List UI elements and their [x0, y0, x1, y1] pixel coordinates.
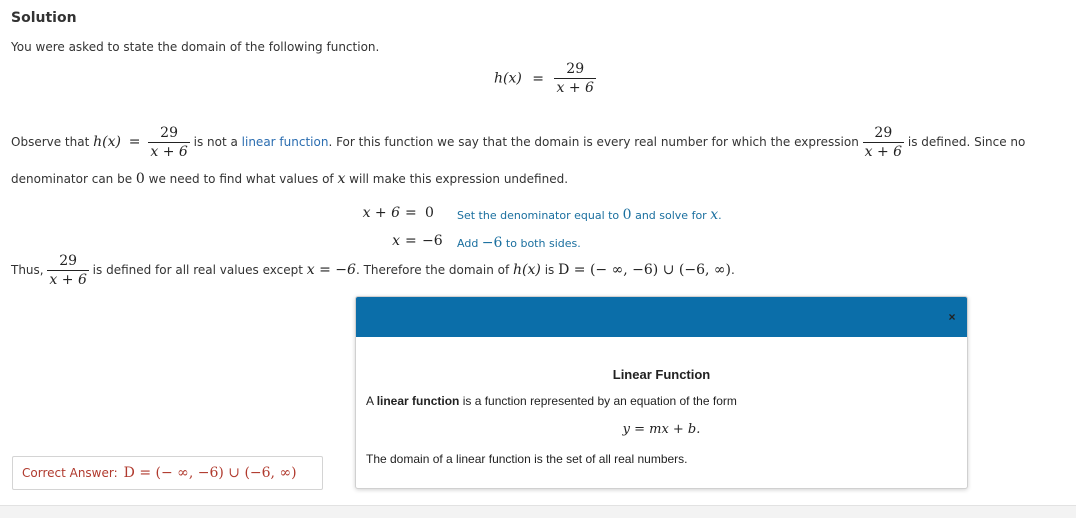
popup-formula: y = mx + b. [622, 422, 701, 437]
popup-definition [366, 394, 737, 408]
fraction-denominator: x + 6 [556, 80, 594, 96]
observe-middle-post: . For this function we say that the domain is every real number for which the expression [328, 135, 863, 149]
function-lhs: h(x) [494, 70, 522, 87]
step-hint-math: −6 [481, 235, 503, 251]
step-lhs: x [392, 233, 400, 249]
function-definition [494, 62, 596, 95]
conclusion-fraction [47, 254, 88, 287]
observe-fraction-2 [863, 126, 904, 159]
observe-paragraph-line2 [11, 171, 568, 187]
conclusion-text4: . [731, 263, 735, 277]
step-hint [457, 235, 581, 251]
observe-denominator: x + 6 [150, 144, 188, 160]
close-icon[interactable]: × [948, 310, 956, 324]
conclusion-math2: h(x) [513, 262, 541, 278]
step-hint-text-a: Set the denominator equal to [457, 209, 623, 222]
step-lhs: x + 6 [362, 205, 400, 221]
popup-note: The domain of a linear function is the set of all real numbers. [366, 452, 688, 466]
conclusion-domain: D = (− ∞, −6) ∪ (−6, ∞) [558, 262, 732, 278]
step-equals: = [405, 233, 417, 249]
observe-prefix: Observe that [11, 135, 94, 149]
observe-suffix: is defined. Since no [904, 135, 1026, 149]
step-hint-text-a: Add [457, 237, 482, 250]
solution-title: Solution [11, 10, 77, 26]
observe-fraction [148, 126, 189, 159]
step-hint-math: 0 [622, 207, 632, 223]
conclusion-line [11, 254, 735, 287]
step-row [0, 233, 1076, 253]
conclusion-text3: is [540, 263, 559, 277]
equals-sign: = [532, 70, 545, 87]
conclusion-numerator: 29 [59, 253, 78, 269]
step-hint-text-c: . [718, 209, 722, 222]
popup-def-post: is a function represented by an equation of the form [459, 394, 737, 408]
observe-equals: = [128, 134, 141, 150]
observe-lhs: h(x) [93, 134, 121, 150]
popup-def-pre: A [366, 394, 377, 408]
bottom-strip [0, 505, 1076, 518]
observe-numerator-2: 29 [874, 125, 893, 141]
linear-function-link[interactable]: linear function [241, 135, 329, 149]
step-hint [457, 207, 722, 223]
observe-middle-pre: is not a [189, 135, 242, 149]
conclusion-prefix: Thus, [11, 263, 48, 277]
step-hint-text-b: and solve for [631, 209, 711, 222]
observe-numerator: 29 [160, 125, 178, 141]
conclusion-math1: x = −6 [306, 262, 356, 278]
step-hint-var: x [710, 207, 719, 223]
correct-answer-value: D = (− ∞, −6) ∪ (−6, ∞) [123, 465, 297, 481]
function-fraction [554, 62, 595, 95]
conclusion-text1: is defined for all real values except [88, 263, 307, 277]
observe-paragraph-line1 [11, 126, 1071, 159]
step-row [0, 205, 1076, 225]
conclusion-denominator: x + 6 [49, 272, 87, 288]
linear-function-popup [355, 296, 968, 489]
popup-header [356, 297, 967, 337]
observe-line2-c: will make this expression undefined. [345, 172, 569, 186]
conclusion-text2: . Therefore the domain of [355, 263, 514, 277]
popup-def-bold: linear function [376, 394, 460, 408]
correct-answer-label: Correct Answer: [22, 466, 118, 480]
observe-zero: 0 [135, 171, 145, 187]
solution-intro: You were asked to state the domain of the following function. [11, 40, 380, 54]
observe-line2-b: we need to find what values of [144, 172, 338, 186]
correct-answer-box [12, 456, 323, 490]
observe-denominator-2: x + 6 [864, 144, 903, 160]
fraction-numerator: 29 [566, 61, 585, 77]
step-rhs: −6 [422, 233, 443, 249]
step-equals: = [405, 205, 417, 221]
popup-title: Linear Function [612, 367, 711, 382]
step-hint-text-b: to both sides. [502, 237, 581, 250]
observe-x: x [337, 171, 346, 187]
observe-line2-a: denominator can be [11, 172, 136, 186]
step-rhs: 0 [425, 205, 434, 221]
